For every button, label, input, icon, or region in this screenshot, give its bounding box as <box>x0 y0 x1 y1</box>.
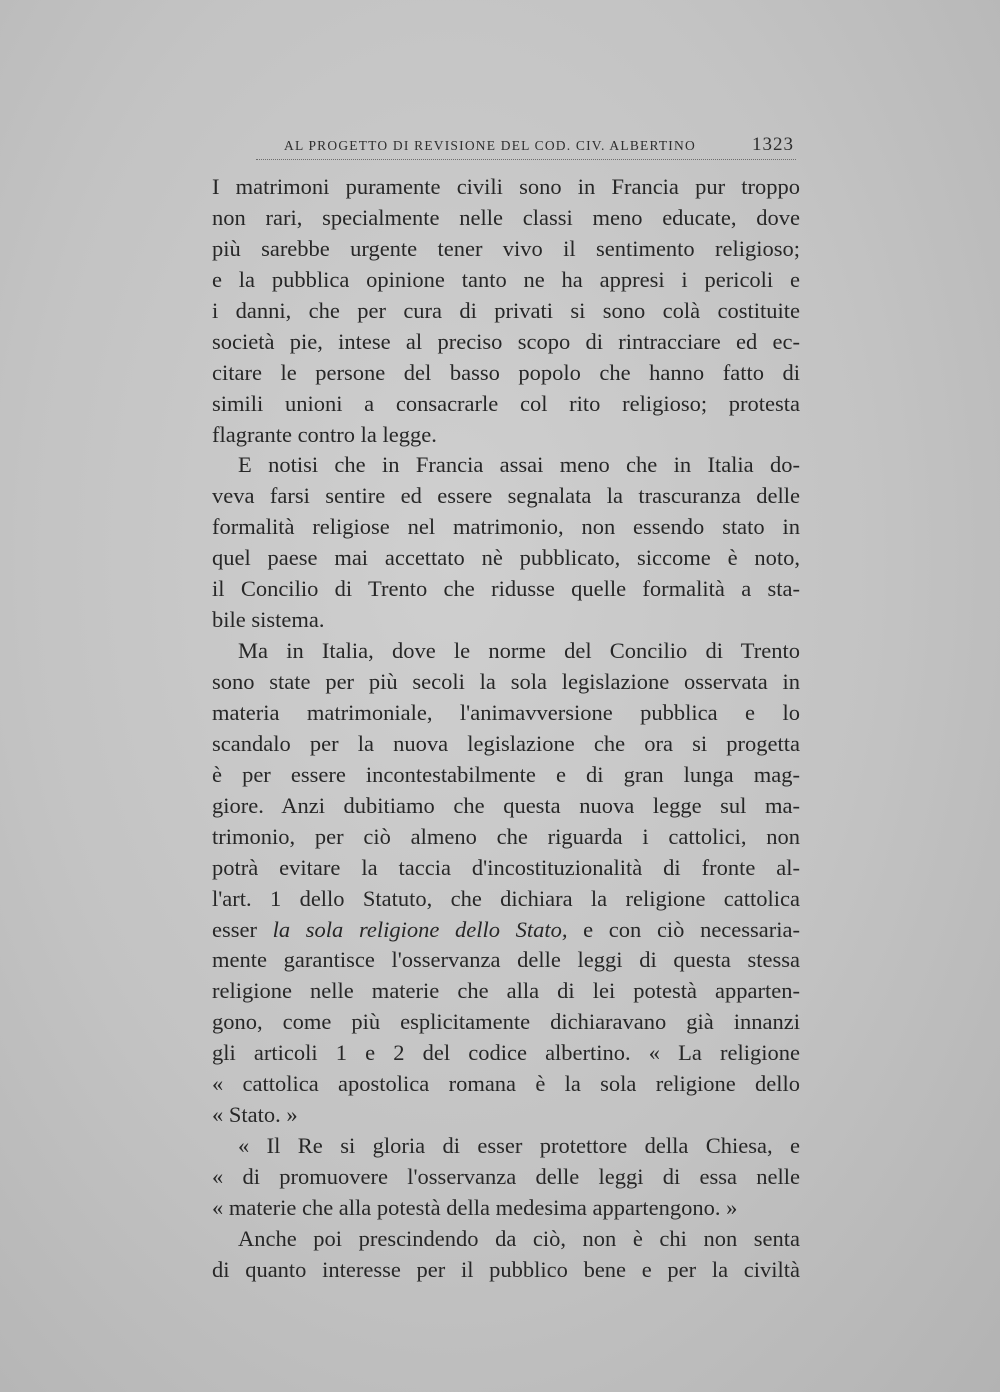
text-line: sono state per più secoli la sola legislazione osservata in <box>212 669 800 694</box>
text-line: scandalo per la nuova legislazione che ora si progetta <box>212 730 800 756</box>
text-line: di quanto interesse per il pubblico bene e per la civiltà <box>212 1256 800 1282</box>
paragraph-first-line: « Il Re si gloria di esser protettore della Chiesa, e <box>238 1133 800 1159</box>
text-line: società pie, intese al preciso scopo di rintracciare ed ec- <box>212 328 800 354</box>
text-line: veva farsi sentire ed essere segnalata la trascuranza delle <box>212 483 800 509</box>
text-line: mente garantisce l'osservanza delle leggi di questa stessa <box>212 947 800 973</box>
text-line: « materie che alla potestà della medesima appartengono. » <box>212 1194 738 1220</box>
page-number: 1323 <box>752 134 794 155</box>
italic-quote: la sola religione dello Stato, <box>272 916 568 942</box>
text-line: formalità religiose nel matrimonio, non essendo stato in <box>212 514 800 540</box>
text-line: « Stato. » <box>212 1102 298 1128</box>
text-line: è per essere incontestabilmente e di gran lunga mag- <box>212 761 800 787</box>
text-line: citare le persone del basso popolo che hanno fatto di <box>212 359 800 385</box>
text-line: e la pubblica opinione tanto ne ha appresi i pericoli e <box>212 266 800 292</box>
text-line: « di promuovere l'osservanza delle leggi di essa nelle <box>212 1164 800 1189</box>
header-dotted-rule <box>256 159 796 160</box>
paragraph-first-line: E notisi che in Francia assai meno che in Italia do- <box>238 452 800 478</box>
text-line: religione nelle materie che alla di lei potestà apparten- <box>212 978 800 1004</box>
paragraph-first-line: Anche poi prescindendo da ciò, non è chi non senta <box>238 1225 800 1251</box>
text-line: materia matrimoniale, l'animavversione pubblica e lo <box>212 699 800 725</box>
text-line: potrà evitare la taccia d'incostituzionalità di fronte al- <box>212 854 800 880</box>
text-line: I matrimoni puramente civili sono in Francia pur troppo <box>212 174 800 199</box>
text-line: bile sistema. <box>212 607 325 633</box>
body-text <box>212 172 800 1286</box>
text-line: i danni, che per cura di privati si sono colà costituite <box>212 297 800 323</box>
text-line: non rari, specialmente nelle classi meno educate, dove <box>212 204 800 230</box>
text-line-with-italic <box>212 915 800 946</box>
running-head <box>284 134 798 158</box>
text-segment: e con ciò necessaria- <box>583 916 801 942</box>
text-line: « cattolica apostolica romana è la sola religione dello <box>212 1071 800 1097</box>
text-line: flagrante contro la legge. <box>212 421 437 447</box>
text-line: trimonio, per ciò almeno che riguarda i cattolici, non <box>212 823 800 849</box>
text-line: più sarebbe urgente tener vivo il sentimento religioso; <box>212 235 800 261</box>
text-segment: esser <box>212 916 257 942</box>
paragraph-first-line: Ma in Italia, dove le norme del Concilio di Trento <box>238 638 800 664</box>
text-line: simili unioni a consacrarle col rito religioso; protesta <box>212 390 800 416</box>
text-line: il Concilio di Trento che ridusse quelle formalità a sta- <box>212 576 800 602</box>
running-title: AL PROGETTO DI REVISIONE DEL COD. CIV. ALBERTINO <box>284 138 696 153</box>
text-line: l'art. 1 dello Statuto, che dichiara la religione cattolica <box>212 885 800 911</box>
text-line: gono, come più esplicitamente dichiaravano già innanzi <box>212 1009 800 1035</box>
text-line: gli articoli 1 e 2 del codice albertino. « La religione <box>212 1040 800 1066</box>
text-line: quel paese mai accettato nè pubblicato, siccome è noto, <box>212 545 800 571</box>
text-line: giore. Anzi dubitiamo che questa nuova legge sul ma- <box>212 792 800 818</box>
